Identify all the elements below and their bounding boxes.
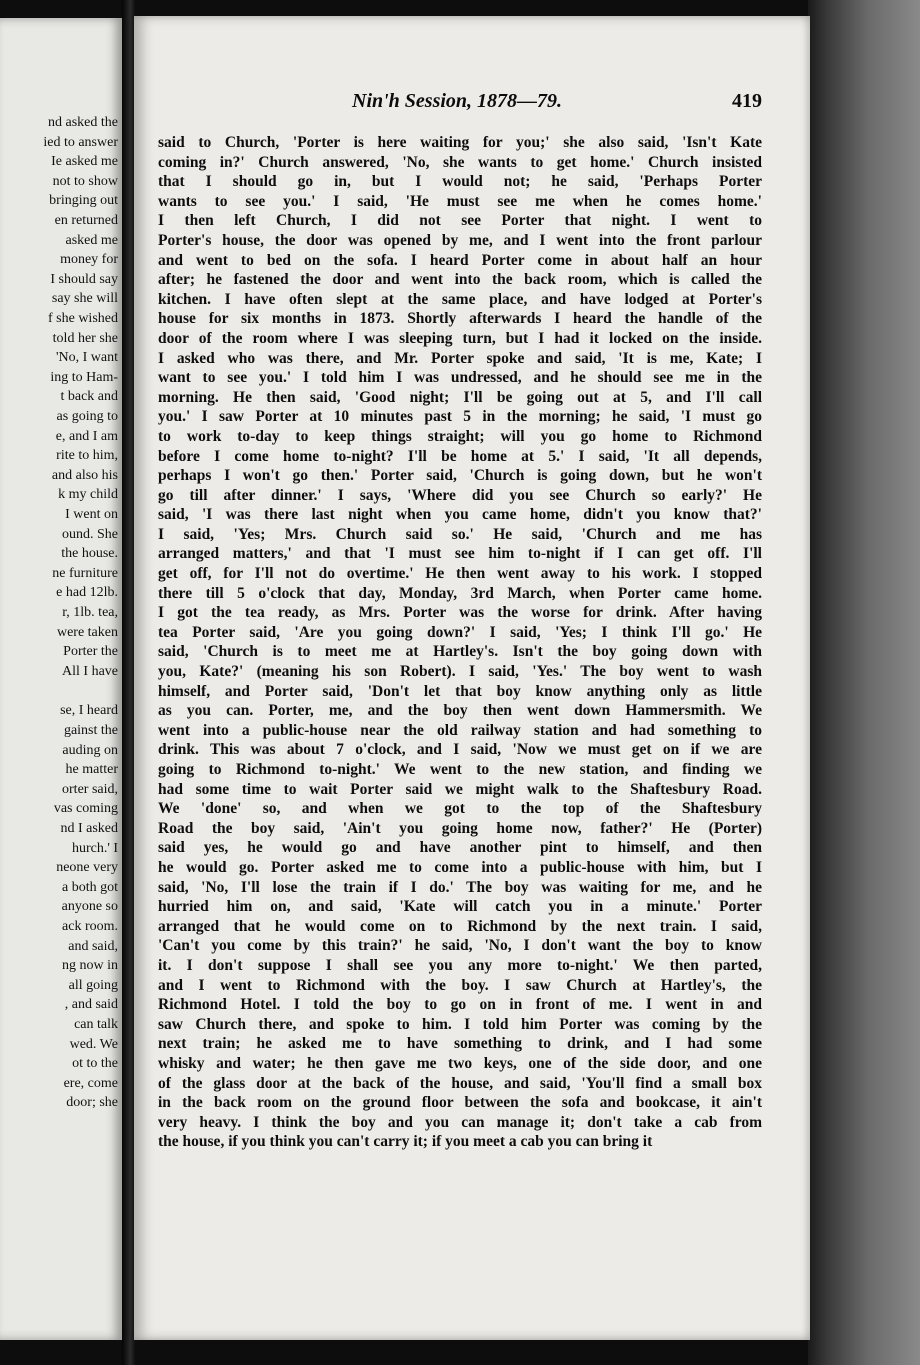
text-line: after; he fastened the door and went into the back room, which is called the	[158, 271, 762, 289]
text-line: drink. This was about 7 o'clock, and I said, 'Now we must get on if we are	[158, 741, 762, 759]
text-line: in the back room on the ground floor between the sofa and bookcase, it ain't	[158, 1094, 762, 1112]
text-line: get off, for I'll not do overtime.' He then went away to his work. I stopped	[158, 565, 762, 583]
facing-page-fragment: money for	[60, 252, 118, 268]
text-line: that I should go in, but I would not; he said, 'Perhaps Porter	[158, 173, 762, 191]
text-line: wants to see you.' I said, 'He must see me when he comes home.'	[158, 192, 762, 210]
text-line: house for six months in 1873. Shortly afterwards I heard the handle of the	[158, 310, 762, 328]
text-line: and I went to Richmond with the boy. I saw Church at Hartley's, the	[158, 976, 762, 994]
facing-page-fragment: vas coming	[53, 801, 118, 817]
text-line: go till after dinner.' I says, 'Where did you see Church so early?' He	[158, 486, 762, 504]
text-line: saw Church there, and spoke to him. I told him Porter was coming by the	[158, 1015, 762, 1033]
body-text	[158, 133, 762, 1152]
facing-page-fragment: ne furniture	[52, 565, 118, 581]
text-line: said, 'Church is to meet me at Hartley's. Isn't the boy going down with	[158, 643, 762, 661]
text-line: you.' I saw Porter at 10 minutes past 5 in the morning; he said, 'I must go	[158, 408, 762, 426]
facing-page-fragment: k my child	[58, 487, 118, 503]
text-line: said yes, he would go and have another pint to himself, and then	[158, 839, 762, 857]
facing-page-fragment: ere, come	[63, 1075, 118, 1091]
facing-page-fragment: auding on	[62, 742, 118, 758]
facing-page-fragment: not to show	[52, 173, 118, 189]
facing-page-fragment: r, 1lb. tea,	[62, 605, 118, 620]
facing-page-fragment: gainst the	[63, 723, 118, 738]
facing-page-fragment: can talk	[74, 1017, 118, 1032]
facing-page-fragment: rite to him,	[56, 448, 118, 464]
text-line: hurried him on, and said, 'Kate will catch you in a minute.' Porter	[158, 898, 762, 916]
facing-page-fragment: wed. We	[69, 1036, 118, 1052]
text-line: coming in?' Church answered, 'No, she wants to get home.' Church insisted	[158, 153, 762, 171]
text-line: of the glass door at the back of the house, and said, 'You'll find a small box	[158, 1074, 762, 1092]
facing-page-fragment: ng now in	[62, 958, 118, 974]
text-line: and went to bed on the sofa. I heard Porter come in about half an hour	[158, 251, 762, 269]
facing-page-fragment: ound. She	[62, 526, 118, 542]
text-line: you, Kate?' (meaning his son Robert). I said, 'Yes.' The boy went to wash	[158, 663, 762, 681]
text-line: said, 'I was there last night when you came home, didn't you know that?'	[158, 506, 762, 524]
facing-page-fragment: ing to Ham-	[50, 369, 118, 385]
facing-page-fragment: a both got	[62, 879, 118, 895]
facing-page-fragment: say she will	[51, 291, 118, 307]
facing-page-fragment: en returned	[54, 213, 118, 228]
text-line: We 'done' so, and when we got to the top of the Shaftesbury	[158, 800, 762, 818]
text-line: 'Can't you come by this train?' he said, 'No, I don't want the boy to know	[158, 937, 762, 955]
text-line: very heavy. I think the boy and you can manage it; don't take a cab from	[158, 1113, 762, 1131]
text-line: I asked who was there, and Mr. Porter spoke and said, 'It is me, Kate; I	[158, 349, 762, 367]
facing-page-fragment: bringing out	[49, 193, 118, 209]
facing-page-fragment: f she wished	[48, 311, 118, 326]
facing-page-fragment: anyone so	[61, 899, 118, 915]
text-line: he would go. Porter asked me to come into a public-house with him, but I	[158, 858, 762, 876]
text-line: to work to-day to keep things straight; will you go home to Richmond	[158, 427, 762, 445]
text-line: arranged matters,' and that 'I must see him to-night if I can get off. I'll	[158, 545, 762, 563]
facing-page-fragment: t back and	[60, 389, 118, 405]
text-line: I then left Church, I did not see Porter that night. I went to	[158, 212, 762, 230]
running-head	[352, 90, 762, 114]
facing-page-fragment: the house.	[61, 546, 118, 562]
facing-page-fragment: as going to	[56, 409, 118, 424]
text-line: the house, if you think you can't carry it; if you meet a cab you can bring it	[158, 1133, 653, 1151]
facing-page-fragment: Ie asked me	[51, 154, 118, 170]
text-line: Road the boy said, 'Ain't you going home now, father?' He (Porter)	[158, 819, 762, 837]
text-line: going to Richmond to-night.' We went to the new station, and finding we	[158, 761, 762, 778]
text-line: arranged that he would come on to Richmond by the next train. I said,	[158, 917, 762, 935]
text-line: had some time to wait Porter said we might walk to the Shaftesbury Road.	[158, 780, 762, 798]
facing-page-fragment: e, and I am	[55, 428, 118, 444]
text-line: next train; he asked me to have something to drink, and I had some	[158, 1035, 762, 1053]
facing-page-fragment: se, I heard	[60, 703, 118, 719]
text-line: want to see you.' I told him I was undressed, and he should see me in the	[158, 369, 762, 387]
facing-page-fragment: , and said	[64, 997, 118, 1013]
facing-page-fragment: asked me	[65, 232, 118, 248]
text-line: I said, 'Yes; Mrs. Church said so.' He said, 'Church and me has	[158, 525, 762, 543]
facing-page-fragment: ied to answer	[43, 134, 118, 150]
facing-page-fragment: and also his	[51, 467, 118, 483]
facing-page-fragment: and said,	[68, 938, 118, 954]
running-title: Nin'h Session, 1878—79.	[352, 90, 563, 112]
facing-page-fragment: orter said,	[62, 781, 118, 797]
facing-page-fragment: Porter the	[63, 644, 118, 660]
text-line: tea Porter said, 'Are you going down?' I said, 'Yes; I think I'll go.' He	[158, 623, 762, 641]
facing-page-fragment: door; she	[66, 1095, 118, 1111]
text-line: said to Church, 'Porter is here waiting for you;' she also said, 'Isn't Kate	[158, 134, 762, 151]
text-line: kitchen. I have often slept at the same place, and have lodged at Porter's	[158, 290, 762, 308]
facing-page-fragment: nd I asked	[60, 821, 118, 836]
facing-page-fragment: hurch.' I	[71, 840, 118, 856]
text-line: perhaps I won't go then.' Porter said, 'Church is going down, but he won't	[158, 467, 762, 485]
facing-page-fragment: neone very	[56, 860, 118, 876]
facing-page-fragment: ot to the	[72, 1056, 118, 1072]
text-line: whisky and water; he then gave me two keys, one of the side door, and one	[158, 1054, 762, 1072]
text-line: himself, and Porter said, 'Don't let that boy know anything only as little	[158, 682, 762, 700]
text-line: said, 'No, I'll lose the train if I do.' The boy was waiting for me, and he	[158, 878, 762, 896]
facing-page-fragment: I should say	[50, 271, 118, 287]
facing-page-fragment: all going	[68, 977, 118, 993]
facing-page-fragment: were taken	[56, 624, 118, 640]
text-line: before I come home to-night? I'll be home at 5.' I said, 'It all depends,	[158, 447, 762, 465]
page-number: 419	[732, 90, 762, 112]
scanner-edge	[808, 0, 920, 1365]
facing-page-fragment: e had 12lb.	[56, 585, 118, 601]
text-line: I got the tea ready, as Mrs. Porter was the worse for drink. After having	[158, 604, 762, 622]
text-line: there till 5 o'clock that day, Monday, 3rd March, when Porter came home.	[158, 584, 762, 602]
facing-page-fragment: ack room.	[62, 919, 118, 934]
text-line: door of the room where I was sleeping turn, but I had it locked on the inside.	[158, 329, 762, 347]
facing-page-fragment: he matter	[65, 762, 118, 778]
facing-page-fragment: told her she	[52, 330, 118, 346]
facing-page-fragment: 'No, I want	[55, 350, 118, 366]
facing-page-fragment: All I have	[62, 663, 118, 679]
previous-page-sliver	[0, 18, 122, 1340]
facing-page-fragment: I went on	[65, 507, 118, 522]
facing-page-fragment: nd asked the	[48, 115, 118, 130]
text-line: as you can. Porter, me, and the boy then went down Hammersmith. We	[158, 702, 762, 720]
text-line: it. I don't suppose I shall see you any more to-night.' We then parted,	[158, 956, 762, 974]
text-line: Richmond Hotel. I told the boy to go on in front of me. I went in and	[158, 996, 762, 1014]
text-line: went into a public-house near the old railway station and had something to	[158, 721, 762, 739]
text-line: morning. He then said, 'Good night; I'll be going out at 5, and I'll call	[158, 388, 762, 406]
text-line: Porter's house, the door was opened by me, and I went into the front parlour	[158, 231, 762, 249]
